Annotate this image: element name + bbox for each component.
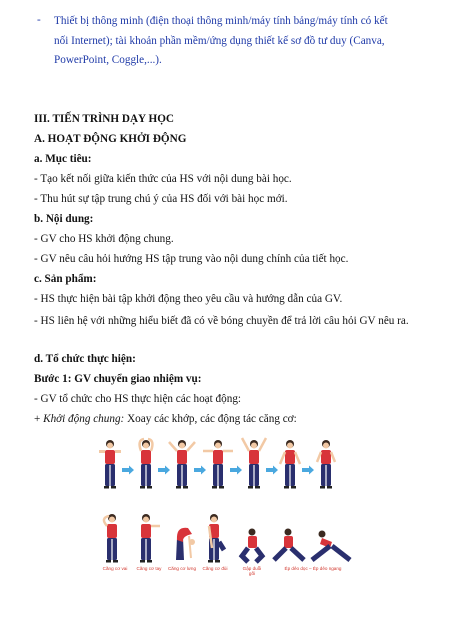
label-thigh-stretch: Căng cơ đùi — [202, 566, 228, 571]
warmup-illustration — [98, 430, 354, 580]
equipment-bullet-text: Thiết bị thông minh (điện thoại thông minh/máy tính bảng/máy tính có kết nối Internet); tài khoản phần mềm/ứng dụng thiết kế sơ đồ tư duy (Canva, PowerPoint, Coggle,...). — [54, 15, 388, 66]
san-pham-item: - HS liên hệ với những hiểu biết đã có về bóng chuyền để trả lời câu hỏi GV nêu ra. — [34, 315, 409, 327]
label-back-stretch: Căng cơ lưng — [167, 566, 197, 571]
equipment-bullet — [37, 12, 404, 71]
muc-tieu-heading: a. Mục tiêu: — [34, 153, 92, 165]
section-heading: III. TIẾN TRÌNH DẠY HỌC — [34, 113, 174, 125]
step-heading: Bước 1: GV chuyển giao nhiệm vụ: — [34, 373, 202, 385]
san-pham-item: - HS thực hiện bài tập khởi động theo yêu cầu và hướng dẫn của GV. — [34, 293, 343, 305]
noi-dung-heading: b. Nội dung: — [34, 213, 94, 225]
to-chuc-heading: d. Tổ chức thực hiện: — [34, 353, 136, 365]
to-chuc-line: - GV tổ chức cho HS thực hiện các hoạt động: — [34, 393, 242, 405]
warmup-text: Xoay các khớp, các động tác căng cơ: — [124, 413, 297, 425]
noi-dung-item: - GV nêu câu hỏi hướng HS tập trung vào nội dung chính của tiết học. — [34, 253, 349, 265]
warmup-figure — [98, 430, 354, 580]
bullet-dash: - — [37, 14, 41, 26]
warmup-prefix: + — [34, 413, 44, 425]
label-arm-stretch: Căng cơ tay — [136, 566, 162, 571]
muc-tieu-item: - Tạo kết nối giữa kiến thức của HS với nội dung bài học. — [34, 173, 292, 185]
label-splits: Ép dẻo dọc – Ép dẻo ngang — [284, 566, 342, 571]
muc-tieu-item: - Thu hút sự tập trung chú ý của HS đối với bài học mới. — [34, 193, 288, 205]
exercise-row-top — [99, 438, 335, 489]
label-shoulder-stretch: Căng cơ vai — [102, 566, 128, 571]
exercise-row-bottom — [104, 514, 350, 563]
noi-dung-item: - GV cho HS khởi động chung. — [34, 233, 174, 245]
label-knee-bend: Gập duỗi gối — [242, 566, 262, 576]
warmup-label: Khởi động chung: — [43, 413, 125, 425]
activity-heading: A. HOẠT ĐỘNG KHỞI ĐỘNG — [34, 133, 187, 145]
warmup-line — [34, 411, 297, 427]
san-pham-heading: c. Sản phẩm: — [34, 273, 97, 285]
